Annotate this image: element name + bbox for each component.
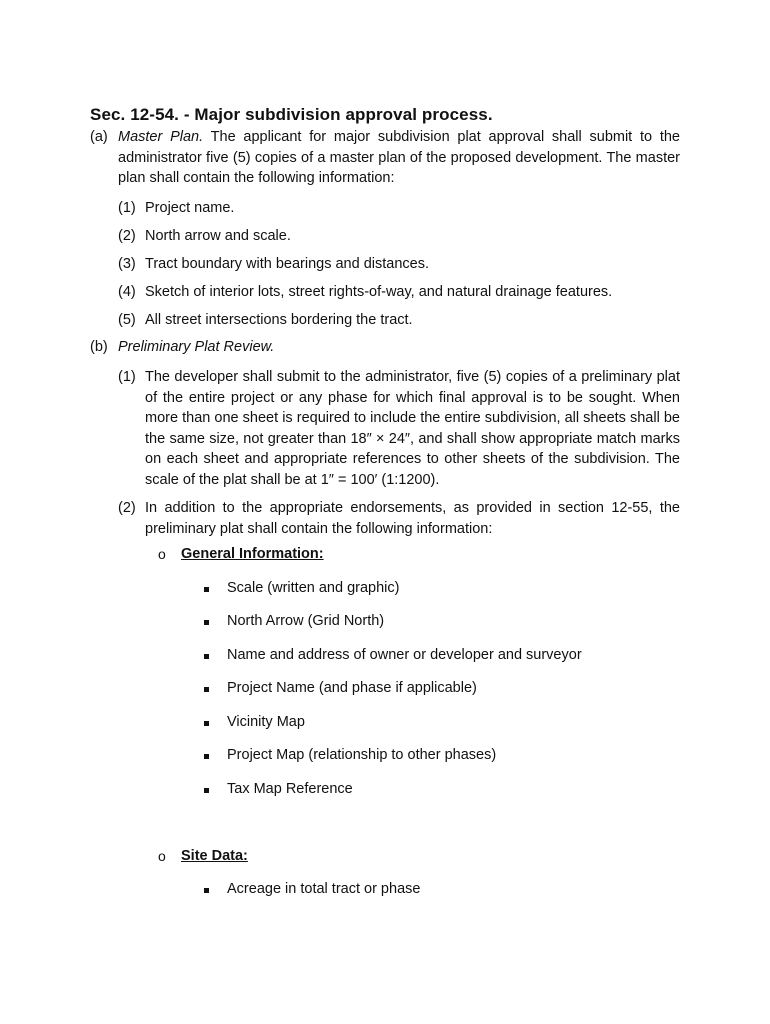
square-bullet-icon: [204, 754, 209, 759]
list-item: Tax Map Reference: [227, 781, 353, 797]
list-item: Project Name (and phase if applicable): [227, 680, 477, 696]
square-bullet-icon: [204, 654, 209, 659]
item-number: (5): [118, 312, 136, 328]
site-data-heading: Site Data:: [181, 848, 248, 864]
item-text: Tract boundary with bearings and distances.: [145, 256, 429, 272]
square-bullet-icon: [204, 687, 209, 692]
list-item: North Arrow (Grid North): [227, 613, 385, 629]
list-item: Acreage in total tract or phase: [227, 881, 421, 897]
circle-bullet-icon: o: [158, 848, 166, 864]
section-b-title: Preliminary Plat Review.: [118, 339, 275, 355]
item-number: (4): [118, 284, 136, 300]
item-text: Sketch of interior lots, street rights-of-way, and natural drainage features.: [145, 284, 613, 300]
list-item: Project Map (relationship to other phases): [227, 747, 497, 763]
section-heading: Sec. 12-54. - Major subdivision approval process.: [90, 105, 493, 124]
list-item: Vicinity Map: [227, 714, 305, 730]
general-information-heading: General Information:: [181, 546, 324, 562]
paragraph-number: (2): [118, 500, 136, 516]
item-text: North arrow and scale.: [145, 228, 291, 244]
section-a-intro: [118, 127, 680, 189]
square-bullet-icon: [204, 620, 209, 625]
item-number: (1): [118, 200, 136, 216]
paragraph-text: The developer shall submit to the administrator, five (5) copies of a preliminary plat of the entire project or any phase for which final approval is to be sought. When more than one sheet is required to include the entire subdivision, all sheets shall be the same size, not greater than 18″ × 24″, and shall show appropriate match marks on each sheet and appropriate references to other sheets of the subdivision. The scale of the plat shall be at 1″ = 100′ (1:1200).: [145, 369, 680, 488]
item-text: All street intersections bordering the tract.: [145, 312, 413, 328]
list-item: Scale (written and graphic): [227, 580, 400, 596]
section-a-title: Master Plan.: [118, 129, 204, 145]
list-item: Name and address of owner or developer and surveyor: [227, 647, 582, 663]
item-number: (2): [118, 228, 136, 244]
paragraph-number: (1): [118, 369, 136, 385]
square-bullet-icon: [204, 788, 209, 793]
section-b-label: (b): [90, 339, 108, 355]
square-bullet-icon: [204, 888, 209, 893]
square-bullet-icon: [204, 587, 209, 592]
item-number: (3): [118, 256, 136, 272]
section-a-intro-text: The applicant for major subdivision plat approval shall submit to the administrator five (5) copies of a master plan of the proposed development. The master plan shall contain the following information:: [118, 129, 680, 186]
paragraph-text: In addition to the appropriate endorsements, as provided in section 12-55, the preliminary plat shall contain the following information:: [145, 500, 680, 537]
section-a-label: (a): [90, 129, 108, 145]
square-bullet-icon: [204, 721, 209, 726]
item-text: Project name.: [145, 200, 235, 216]
circle-bullet-icon: o: [158, 546, 166, 562]
